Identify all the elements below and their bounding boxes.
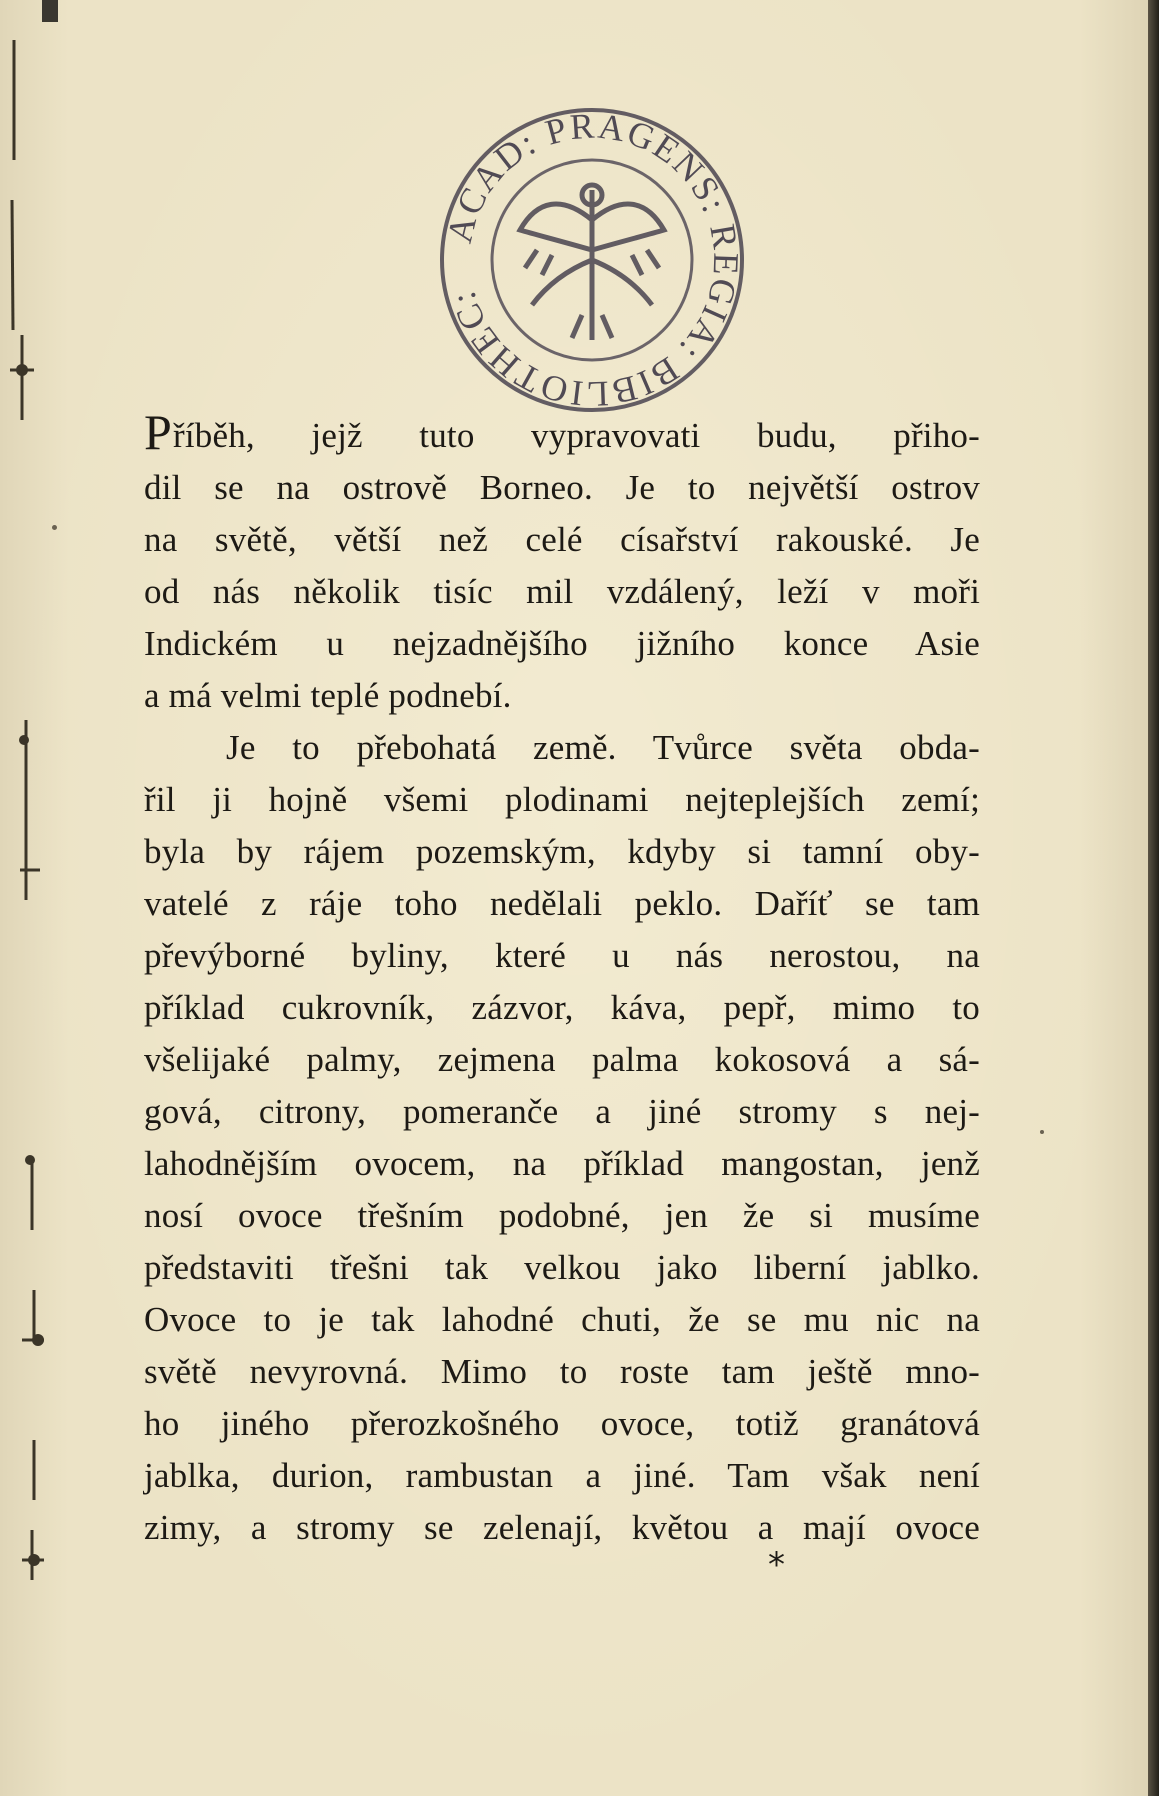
eagle-emblem	[520, 185, 664, 340]
text-line: gová, citrony, pomeranče a jiné stromy s nej-	[144, 1092, 980, 1131]
text-line: lahodnějším ovocem, na příklad mangostan, jenž	[144, 1144, 980, 1183]
library-stamp	[432, 100, 752, 420]
signature-mark: *	[768, 1545, 785, 1585]
book-spine-edge	[1148, 0, 1159, 1796]
text-line: převýborné byliny, které u nás nerostou, na	[144, 936, 980, 975]
text-line: Příběh, jejž tuto vypravovati budu, přiho-	[144, 404, 980, 460]
text-line: Ovoce to je tak lahodné chuti, že se mu nic na	[144, 1300, 980, 1339]
text-line: nosí ovoce třešním podobné, jen že si musíme	[144, 1196, 980, 1235]
text-line: vatelé z ráje toho nedělali peklo. Daříť se tam	[144, 884, 980, 923]
text-line: řil ji hojně všemi plodinami nejteplejších zemí;	[144, 780, 980, 819]
paper-speck	[1040, 1130, 1044, 1134]
text-line: Indickém u nejzadnějšího jižního konce Asie	[144, 624, 980, 663]
text-line: všelijaké palmy, zejmena palma kokosová a sá-	[144, 1040, 980, 1079]
stamp-ring-text: ACAD: PRAGENS: REGIA: BIBLIOTHEC:	[439, 105, 747, 415]
text-line: ho jiného přerozkošného ovoce, totiž granátová	[144, 1404, 980, 1443]
text-line: představiti třešni tak velkou jako liberní jablko.	[144, 1248, 980, 1287]
text-line: na světě, větší než celé císařství rakouské. Je	[144, 520, 980, 559]
text-line: zimy, a stromy se zelenají, květou a mají ovoce	[144, 1508, 980, 1547]
text-line: dil se na ostrově Borneo. Je to největší ostrov	[144, 468, 980, 507]
text-line: od nás několik tisíc mil vzdálený, leží v moři	[144, 572, 980, 611]
text-line: a má velmi teplé podnebí.	[144, 676, 512, 715]
text-line: byla by rájem pozemským, kdyby si tamní oby-	[144, 832, 980, 871]
text-line: jablka, durion, rambustan a jiné. Tam však není	[144, 1456, 980, 1495]
body-text	[144, 404, 980, 1554]
dropcap: P	[144, 404, 173, 460]
paper-speck	[52, 525, 57, 530]
text-line: Je to přebohatá země. Tvůrce světa obda-	[226, 728, 980, 767]
text-line: příklad cukrovník, zázvor, káva, pepř, mimo to	[144, 988, 980, 1027]
margin-thread-marks	[0, 0, 70, 1796]
text-line: světě nevyrovná. Mimo to roste tam ještě mno-	[144, 1352, 980, 1391]
